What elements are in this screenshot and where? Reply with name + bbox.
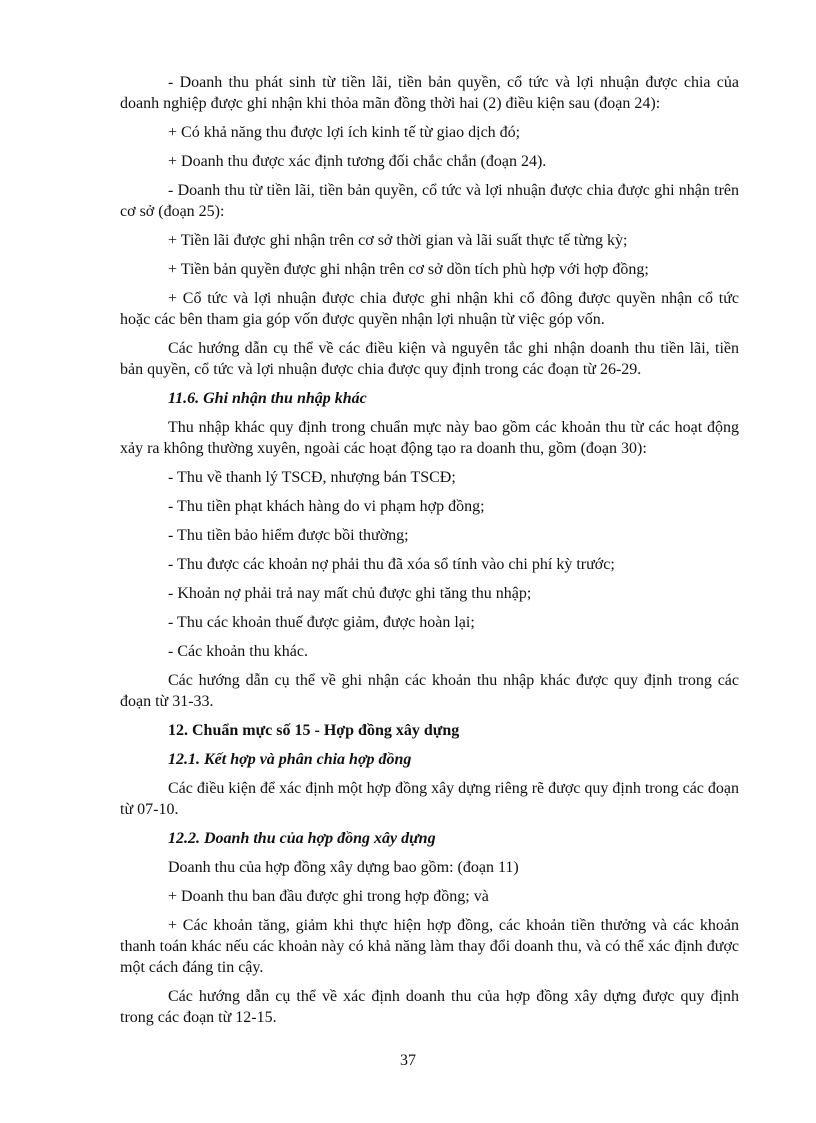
page-number: 37 — [400, 1052, 416, 1069]
section-heading-12-1: 12.1. Kết hợp và phân chia hợp đồng — [168, 751, 412, 768]
section-heading-12: 12. Chuẩn mực số 15 - Hợp đồng xây dựng — [168, 722, 460, 739]
paragraph: - Doanh thu từ tiền lãi, tiền bản quyền, cổ tức và lợi nhuận được chia được ghi nhận trên cơ sở (đoạn 25): — [120, 182, 739, 220]
list-item: - Thu về thanh lý TSCĐ, nhượng bán TSCĐ; — [168, 469, 456, 486]
bullet-item: + Có khả năng thu được lợi ích kinh tế từ giao dịch đó; — [168, 124, 521, 141]
list-item: - Thu tiền bảo hiểm được bồi thường; — [168, 527, 409, 544]
page-body — [120, 72, 739, 1036]
bullet-item: + Cổ tức và lợi nhuận được chia được ghi nhận khi cổ đông được quyền nhận cổ tức hoặc các bên tham gia góp vốn được quyền nhận lợi nhuận từ việc góp vốn. — [120, 290, 739, 328]
paragraph: Các điều kiện để xác định một hợp đồng xây dựng riêng rẽ được quy định trong các đoạn từ 07-10. — [120, 780, 740, 818]
paragraph: Doanh thu của hợp đồng xây dựng bao gồm: (đoạn 11) — [168, 859, 519, 876]
bullet-item: + Doanh thu ban đầu được ghi trong hợp đồng; và — [168, 888, 489, 905]
paragraph: Các hướng dẫn cụ thể về các điều kiện và nguyên tắc ghi nhận doanh thu tiền lãi, tiền bản quyền, cổ tức và lợi nhuận được chia được quy định trong các đoạn từ 26-29. — [120, 340, 739, 378]
bullet-item: + Doanh thu được xác định tương đối chắc chắn (đoạn 24). — [168, 153, 547, 170]
paragraph: Thu nhập khác quy định trong chuẩn mực này bao gồm các khoản thu từ các hoạt động xảy ra không thường xuyên, ngoài các hoạt động tạo ra doanh thu, gồm (đoạn 30): — [120, 419, 739, 457]
list-item: - Thu tiền phạt khách hàng do vi phạm hợp đồng; — [168, 498, 485, 515]
paragraph: - Doanh thu phát sinh từ tiền lãi, tiền bản quyền, cổ tức và lợi nhuận được chia của doanh nghiệp được ghi nhận khi thỏa mãn đồng thời hai (2) điều kiện sau (đoạn 24): — [120, 74, 739, 112]
list-item: - Các khoản thu khác. — [168, 643, 308, 660]
list-item: - Thu các khoản thuế được giảm, được hoàn lại; — [168, 614, 475, 631]
section-heading-12-2: 12.2. Doanh thu của hợp đồng xây dựng — [168, 830, 436, 847]
bullet-item: + Tiền lãi được ghi nhận trên cơ sở thời gian và lãi suất thực tế từng kỳ; — [168, 232, 628, 249]
paragraph: Các hướng dẫn cụ thể về ghi nhận các khoản thu nhập khác được quy định trong các đoạn từ 31-33. — [120, 672, 739, 710]
paragraph: Các hướng dẫn cụ thể về xác định doanh thu của hợp đồng xây dựng được quy định trong các đoạn từ 12-15. — [120, 988, 739, 1026]
list-item: - Thu được các khoản nợ phải thu đã xóa sổ tính vào chi phí kỳ trước; — [168, 556, 615, 573]
section-heading-11-6: 11.6. Ghi nhận thu nhập khác — [168, 390, 367, 407]
bullet-item: + Các khoản tăng, giảm khi thực hiện hợp đồng, các khoản tiền thưởng và các khoản thanh toán khác nếu các khoản này có khả năng làm thay đổi doanh thu, và có thể xác định được một cách đáng tin cậy. — [120, 917, 739, 976]
list-item: - Khoản nợ phải trả nay mất chủ được ghi tăng thu nhập; — [168, 585, 532, 602]
bullet-item: + Tiền bản quyền được ghi nhận trên cơ sở dồn tích phù hợp với hợp đồng; — [168, 261, 649, 278]
